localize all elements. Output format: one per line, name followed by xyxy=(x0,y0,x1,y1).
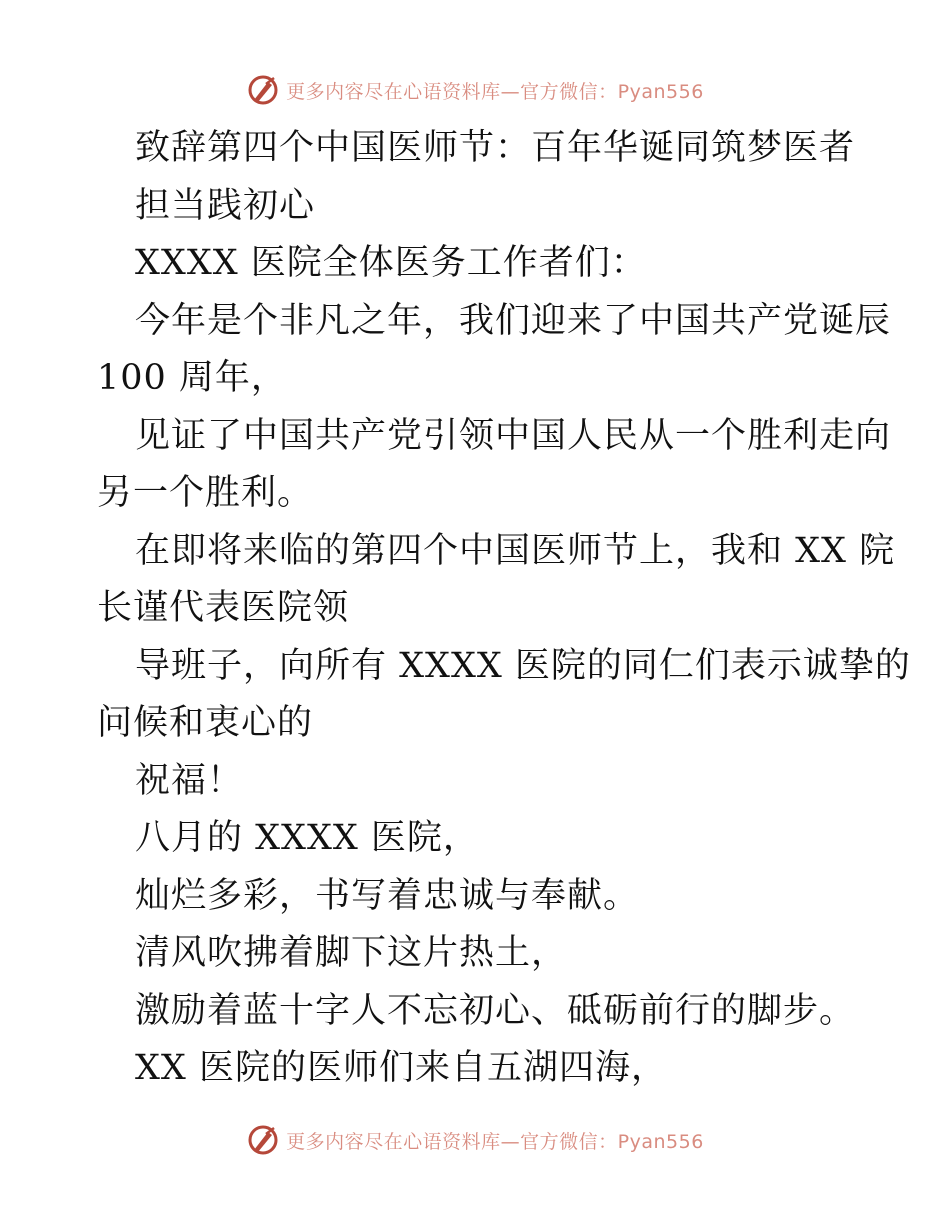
watermark-text: 更多内容尽在心语资料库—官方微信：Pyan556 xyxy=(286,1130,704,1153)
text-line: 100 周年， xyxy=(97,358,287,398)
text-line: 导班子，向所有 XXXX 医院的同仁们表示诚挚的 xyxy=(135,645,911,686)
text-line: 祝福！ xyxy=(135,760,244,801)
text-line: 见证了中国共产党引领中国人民从一个胜利走向 xyxy=(135,415,892,456)
text-line: 灿烂多彩，书写着忠诚与奉献。 xyxy=(135,875,640,916)
text-line: 问候和衷心的 xyxy=(97,703,314,743)
document-body xyxy=(97,120,911,1098)
text-line: XXXX 医院全体医务工作者们： xyxy=(135,243,647,283)
text-line: XX 医院的医师们来自五湖四海， xyxy=(135,1048,667,1088)
pen-logo-icon xyxy=(246,73,280,107)
text-line: 八月的 XXXX 医院， xyxy=(135,818,479,858)
text-line: 长谨代表医院领 xyxy=(97,588,350,628)
watermark-text: 更多内容尽在心语资料库—官方微信：Pyan556 xyxy=(286,80,704,103)
text-line: 担当践初心 xyxy=(135,185,316,226)
pen-logo-icon xyxy=(246,1123,280,1157)
text-line: 今年是个非凡之年，我们迎来了中国共产党诞辰 xyxy=(135,300,892,341)
header-watermark xyxy=(0,70,950,110)
text-line: 激励着蓝十字人不忘初心、砥砺前行的脚步。 xyxy=(135,990,856,1031)
text-line: 清风吹拂着脚下这片热土， xyxy=(135,933,568,973)
footer-watermark xyxy=(0,1120,950,1160)
text-line: 另一个胜利。 xyxy=(97,473,314,513)
text-line: 在即将来临的第四个中国医师节上，我和 XX 院 xyxy=(135,530,896,571)
text-line: 致辞第四个中国医师节：百年华诞同筑梦医者 xyxy=(135,128,856,168)
